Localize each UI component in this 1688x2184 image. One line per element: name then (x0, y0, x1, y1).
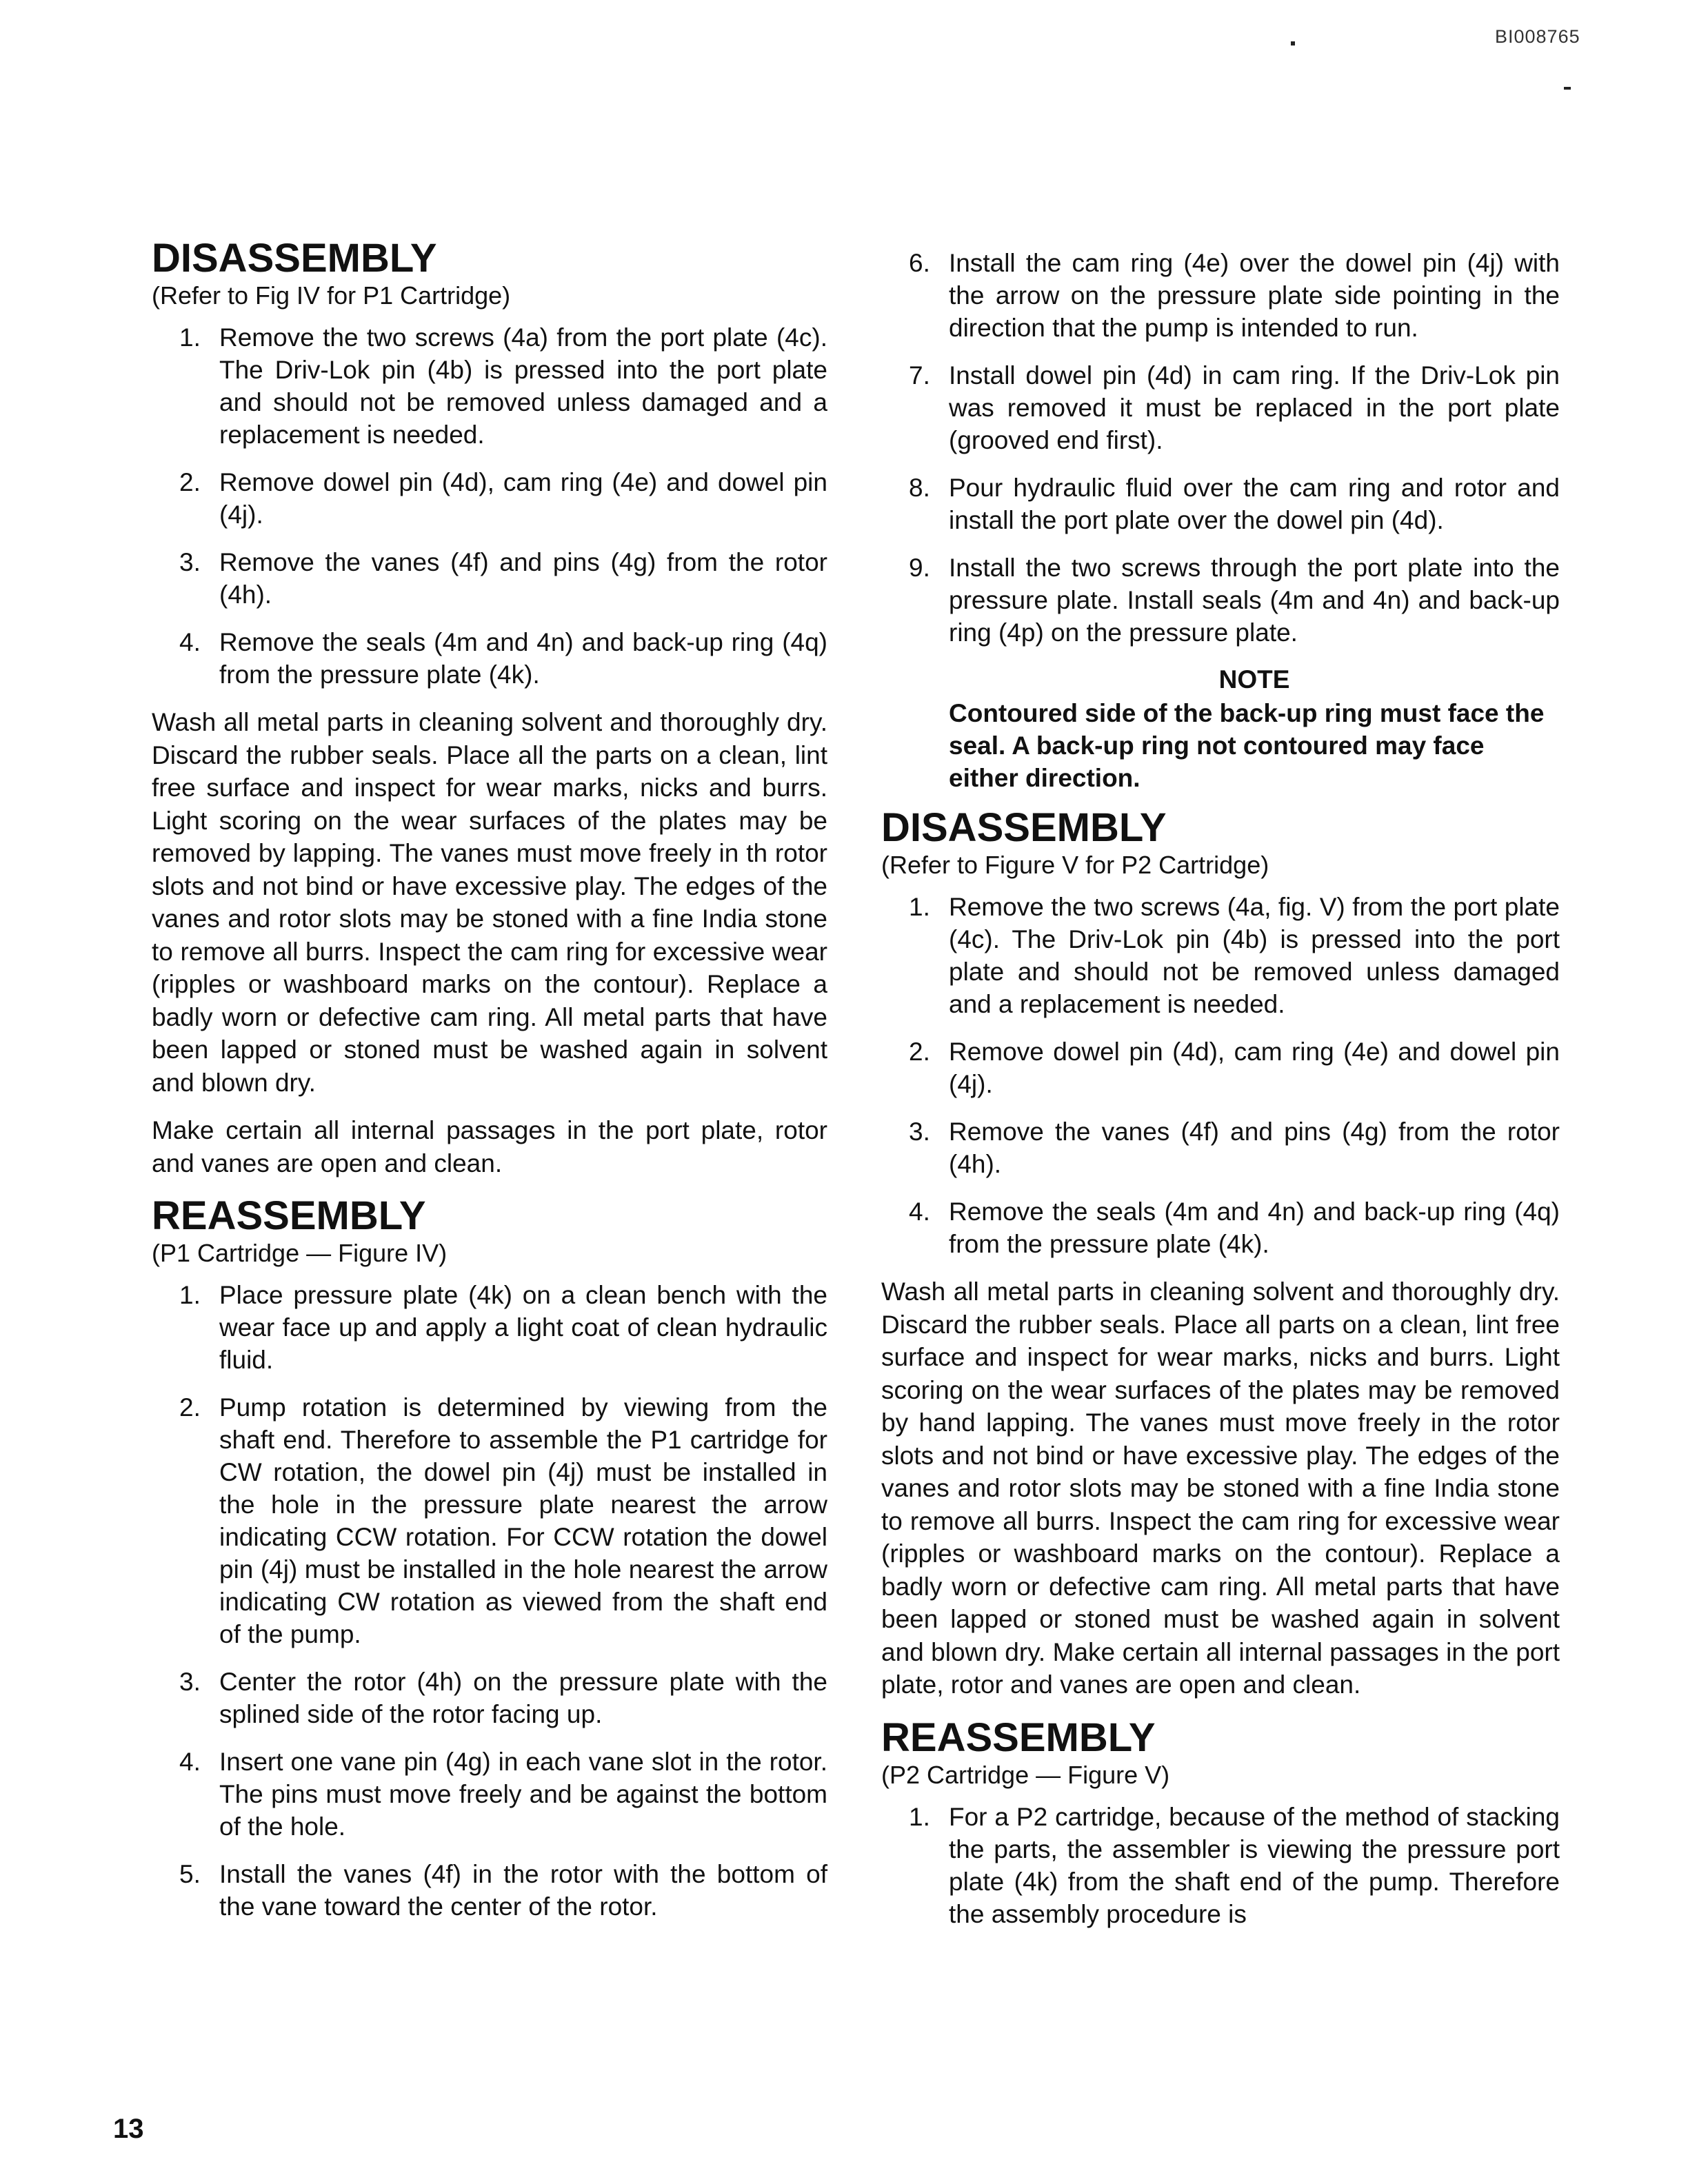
reassembly-steps-p1-continued (881, 247, 1560, 649)
body-paragraph: Make certain all internal passages in the port plate, rotor and vanes are open and clean. (152, 1116, 827, 1177)
list-item: 5. Install the vanes (4f) in the rotor with the bottom of the vane toward the center of the rotor. (179, 1860, 827, 1921)
list-item: 3. Center the rotor (4h) on the pressure plate with the splined side of the rotor facing up. (179, 1668, 827, 1728)
document-id: BI008765 (1495, 26, 1580, 47)
list-item: 1. For a P2 cartridge, because of the method of stacking the parts, the assembler is viewing the pressure port plate (4k) from the shaft end of the pump. Therefore the assembly procedure is (909, 1802, 1560, 1928)
disassembly-steps-p1 (152, 321, 827, 691)
section-subtitle: (P2 Cartridge — Figure V) (881, 1760, 1170, 1789)
section-title-reassembly-p1: REASSEMBLY (152, 1193, 426, 1238)
section-subtitle: (P1 Cartridge — Figure IV) (152, 1239, 448, 1267)
scan-speck (1564, 87, 1571, 90)
left-column (152, 237, 827, 1938)
page-number: 13 (113, 2114, 144, 2144)
section-title-disassembly-p2: DISASSEMBLY (881, 805, 1167, 850)
list-item: 3. Remove the vanes (4f) and pins (4g) from the rotor (4h). (179, 548, 827, 609)
list-item: 1. Remove the two screws (4a, fig. V) from the port plate (4c). The Driv-Lok pin (4b) is pressed into the port plate and should not be removed unless damaged and a replacement is needed. (909, 893, 1560, 1018)
scan-speck (1291, 41, 1295, 46)
section-subtitle: (Refer to Fig IV for P1 Cartridge) (152, 281, 511, 310)
list-item: 2. Pump rotation is determined by viewing from the shaft end. Therefore to assemble the P1 cartridge for CW rotation, the dowel pin (4j) must be installed in the hole in the pressure plate nearest the arrow indicating CCW rotation. For CCW rotation the dowel pin (4j) must be installed in the hole nearest the arrow indicating CW rotation as viewed from the shaft end of the pump. (179, 1393, 827, 1648)
list-item: 8. Pour hydraulic fluid over the cam ring and rotor and install the port plate over the dowel pin (4d). (909, 474, 1560, 534)
reassembly-steps-p2 (881, 1801, 1560, 1930)
list-item: 4. Remove the seals (4m and 4n) and back-up ring (4q) from the pressure plate (4k). (909, 1197, 1560, 1258)
list-item: 2. Remove dowel pin (4d), cam ring (4e) and dowel pin (4j). (179, 468, 827, 529)
section-subtitle: (Refer to Figure V for P2 Cartridge) (881, 851, 1269, 879)
note-body: Contoured side of the back-up ring must face the seal. A back-up ring not contoured may face either direction. (949, 699, 1545, 792)
disassembly-steps-p2 (881, 891, 1560, 1260)
list-item: 1. Remove the two screws (4a) from the port plate (4c). The Driv-Lok pin (4b) is pressed into the port plate and should not be removed unless damaged and a replacement is needed. (179, 323, 827, 449)
list-item: 3. Remove the vanes (4f) and pins (4g) from the rotor (4h). (909, 1118, 1560, 1178)
right-column (881, 247, 1560, 1945)
section-title-reassembly-p2: REASSEMBLY (881, 1715, 1156, 1760)
list-item: 7. Install dowel pin (4d) in cam ring. If the Driv-Lok pin was removed it must be replaced in the port plate (grooved end first). (909, 361, 1560, 454)
list-item: 9. Install the two screws through the port plate into the pressure plate. Install seals (4m and 4n) and back-up ring (4p) on the pressure plate. (909, 554, 1560, 647)
note-title: NOTE (1218, 665, 1290, 694)
body-paragraph: Wash all metal parts in cleaning solvent and thoroughly dry. Discard the rubber seals. Place all the parts on a clean, lint free surface and inspect for wear marks, nicks and burrs. Light scoring on the wear surfaces of the plates may be removed by lapping. The vanes must move freely in th rotor slots and not bind or have excessive play. The edges of the vanes and rotor slots may be stoned with a fine India stone to remove all burrs. Inspect the cam ring for excessive wear (ripples or washboard marks on the contour). Replace a badly worn or defective cam ring. All metal parts that have been lapped or stoned must be washed again in solvent and blown dry. (152, 708, 827, 1097)
list-item: 2. Remove dowel pin (4d), cam ring (4e) and dowel pin (4j). (909, 1038, 1560, 1098)
list-item: 4. Insert one vane pin (4g) in each vane slot in the rotor. The pins must move freely and be against the bottom of the hole. (179, 1748, 827, 1841)
list-item: 1. Place pressure plate (4k) on a clean bench with the wear face up and apply a light coat of clean hydraulic fluid. (179, 1281, 827, 1374)
list-item: 6. Install the cam ring (4e) over the dowel pin (4j) with the arrow on the pressure plate side pointing in the direction that the pump is intended to run. (909, 249, 1560, 342)
reassembly-steps-p1 (152, 1279, 827, 1923)
body-paragraph: Wash all metal parts in cleaning solvent and thoroughly dry. Discard the rubber seals. Place all parts on a clean, lint free surface and inspect for wear marks, nicks and burrs. Light scoring on the wear surfaces of the plates may be removed by hand lapping. The vanes must move freely in the rotor slots and not bind or have excessive play. The edges of the vanes and rotor slots may be stoned with a fine India stone to remove all burrs. Inspect the cam ring for excessive wear (ripples or washboard marks on the contour). Replace a badly worn or defective cam ring. All metal parts that have been lapped or stoned must be washed again in solvent and blown dry. Make certain all internal passages in the port plate, rotor and vanes are open and clean. (881, 1277, 1560, 1699)
section-title-disassembly-p1: DISASSEMBLY (152, 236, 437, 281)
list-item: 4. Remove the seals (4m and 4n) and back-up ring (4q) from the pressure plate (4k). (179, 628, 827, 689)
